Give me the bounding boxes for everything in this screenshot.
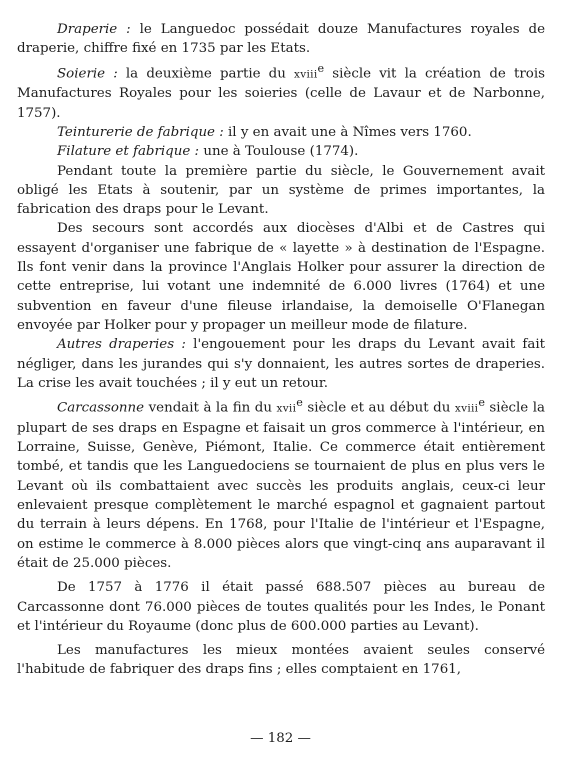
- paragraph-autres-draperies: [17, 335, 545, 393]
- paragraph-soierie: [17, 59, 545, 123]
- paragraph-draperie: [17, 20, 545, 59]
- paragraph-lead: Soierie :: [57, 66, 118, 82]
- century-numeral: xviii: [294, 68, 318, 81]
- paragraph-text: Les manufactures les mieux montées avaient seules conservé l'habitude de fabriquer des draps fins ; elles comptaient en 1761,: [17, 643, 545, 678]
- paragraph-text: siècle et au début du: [302, 400, 455, 416]
- century-numeral: xviii: [454, 402, 479, 415]
- paragraph-text: une à Toulouse (1774).: [199, 144, 359, 160]
- paragraph-filature: [17, 142, 545, 161]
- century-suffix: e: [317, 61, 325, 75]
- paragraph-text: l'engouement pour les draps du Levant avait fait négliger, dans les jurandes qui s'y donnaient, les autres sortes de draperies. La crise les avait touchées ; il y eut un retour.: [17, 337, 545, 391]
- paragraph-lead: Carcassonne: [57, 400, 145, 416]
- paragraph-text: siècle la plupart de ses draps en Espagne et faisait un gros commerce à l'intérieur, en Lorraine, Suisse, Genève, Piémont, Italie. Ce commerce était entièrement tombé, et tandis que les Languedociens se tournaient de plus en plus vers le Levant où ils combattaient avec succès les produits anglais, ceux-ci leur enlevaient presque complètement le marché espagnol et gagnaient partout du terrain à leurs dépens. En 1768, pour l'Italie de l'intérieur et l'Espagne, on estime le commerce à 8.000 pièces alors que vingt-cinq ans auparavant il était de 25.000 pièces.: [17, 400, 545, 571]
- paragraph-lead: Filature et fabrique :: [57, 144, 200, 160]
- paragraph-text: siècle vit la création de trois Manufactures Royales pour les soieries (celle de Lavaur et de Narbonne, 1757).: [17, 66, 545, 121]
- paragraph-teinturerie: [17, 123, 545, 142]
- page-body: [17, 20, 545, 680]
- paragraph-text: vendait à la fin du: [144, 400, 277, 416]
- paragraph-bureau-carcassonne: [17, 578, 545, 636]
- paragraph-text: la deuxième partie du: [117, 66, 295, 82]
- paragraph-gouvernement: [17, 162, 545, 220]
- paragraph-lead: Teinturerie de fabrique :: [57, 124, 224, 140]
- paragraph-secours: [17, 219, 545, 335]
- century-suffix: e: [478, 396, 485, 410]
- page-number: — 182 —: [250, 731, 311, 746]
- paragraph-text: Pendant toute la première partie du siècle, le Gouvernement avait obligé les Etats à soutenir, par un système de primes importantes, la fabrication des draps pour le Levant.: [17, 163, 545, 218]
- paragraph-text: Des secours sont accordés aux diocèses d'Albi et de Castres qui essayent d'organiser une fabrique de « layette » à destination de l'Espagne. Ils font venir dans la province l'Anglais Holker pour assurer la direction de cette entreprise, lui votant une indemnité de 6.000 livres (1764) et une subvention en faveur d'une fileuse irlandaise, la demoiselle O'Flanegan envoyée par Holker pour y propager un meilleur mode de filature.: [17, 221, 545, 333]
- paragraph-text: le Languedoc possédait douze Manufactures royales de draperie, chiffre fixé en 1735 par les Etats.: [17, 22, 546, 57]
- paragraph-manufactures: [17, 641, 545, 680]
- paragraph-text: De 1757 à 1776 il était passé 688.507 pièces au bureau de Carcassonne dont 76.000 pièces de toutes qualités pour les Indes, le Ponant et l'intérieur du Royaume (donc plus de 600.000 parties au Levant).: [17, 580, 545, 634]
- paragraph-text: il y en avait une à Nîmes vers 1760.: [223, 124, 472, 140]
- paragraph-lead: Draperie :: [57, 22, 131, 37]
- century-suffix: e: [296, 396, 303, 410]
- paragraph-lead: Autres draperies :: [57, 337, 186, 353]
- century-numeral: xvii: [276, 402, 297, 415]
- paragraph-carcassonne: [17, 393, 545, 573]
